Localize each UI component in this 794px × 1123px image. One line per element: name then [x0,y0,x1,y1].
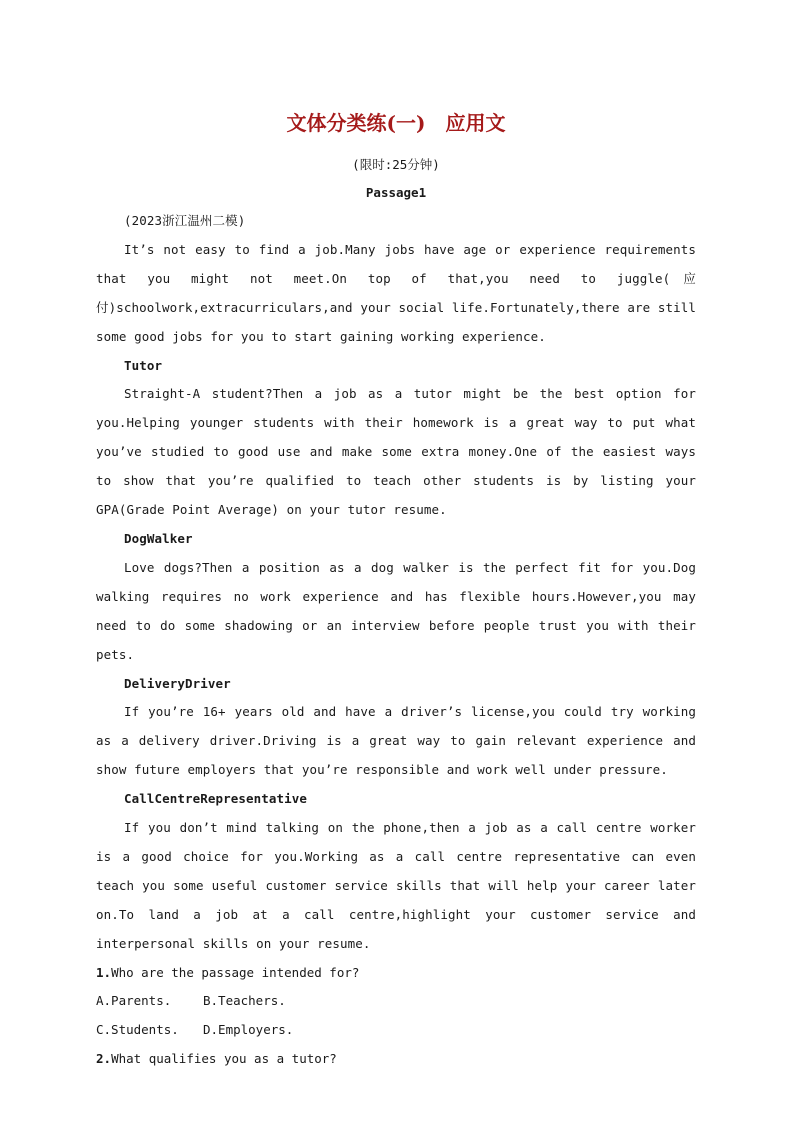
passage-source: (2023浙江温州二模) [124,213,246,228]
time-limit: (限时:25分钟) [352,157,440,172]
question-1 [96,959,696,988]
option-a: A.Parents. [96,993,172,1009]
question-2-text: What qualifies you as a tutor? [111,1051,337,1067]
section-heading-dog-walker: DogWalker [124,530,193,546]
question-2 [96,1045,696,1074]
section-heading-delivery-driver: DeliveryDriver [124,675,231,691]
question-1-text: Who are the passage intended for? [111,964,360,980]
section-body-tutor: Straight-A student?Then a job as a tutor might be the best option for you.Helping younger students with their homework is a great way to put what you’ve studied to good use and make some extra money.One of the easiest ways to show that you’re qualified to teach other students is by listing your GPA(Grade Point Average) on your tutor resume. [96,386,696,518]
document-title: 文体分类练(一) 应用文 [286,111,506,135]
question-1-number: 1. [96,964,112,980]
section-heading-call-centre: CallCentreRepresentative [124,791,308,807]
passage-label: Passage1 [365,185,427,200]
section-heading-tutor: Tutor [124,357,163,373]
passage-intro: It’s not easy to find a job.Many jobs have age or experience requirements that you might not meet.On top of that,you need to juggle(应付)schoolwork,extracurriculars,and your social life.Fortunately,there are still some good jobs for you to start gaining working experience. [96,241,696,344]
document-page [96,100,696,1074]
question-1-options-row-1 [96,987,696,1016]
option-c: C.Students. [96,1022,179,1038]
question-2-number: 2. [96,1051,112,1067]
section-body-call-centre: If you don’t mind talking on the phone,then a job as a call centre worker is a good choice for you.Working as a call centre representative can even teach you some useful customer service skills that will help your career later on.To land a job at a call centre,highlight your customer service and interpersonal skills on your resume. [96,820,696,951]
question-1-options-row-2 [96,1016,696,1045]
section-body-delivery-driver: If you’re 16+ years old and have a driver’s license,you could try working as a delivery driver.Driving is a great way to gain relevant experience and show future employers that you’re responsible and work well under pressure. [96,704,696,778]
section-body-dog-walker: Love dogs?Then a position as a dog walker is the perfect fit for you.Dog walking requires no work experience and has flexible hours.However,you may need to do some shadowing or an interview before people trust you with their pets. [96,559,696,662]
option-b: B.Teachers. [203,993,286,1009]
option-d: D.Employers. [203,1022,294,1038]
